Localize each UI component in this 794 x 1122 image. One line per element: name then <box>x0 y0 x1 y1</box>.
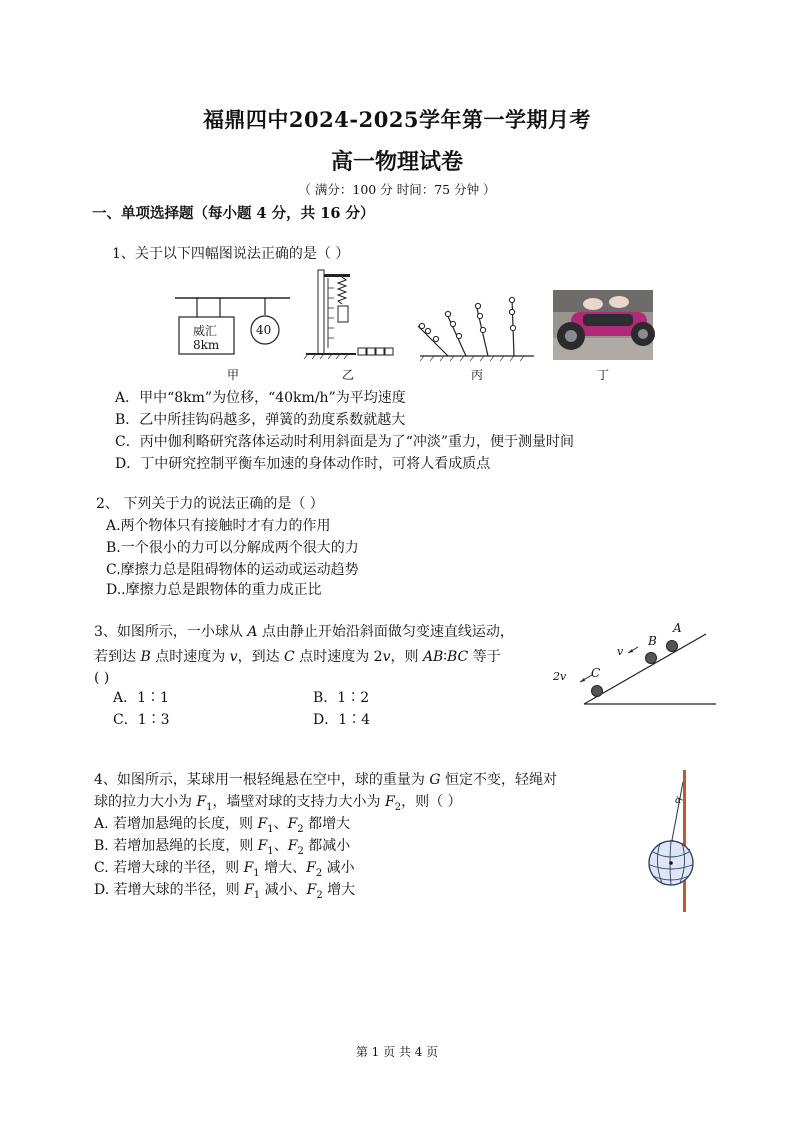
q3-fig-point-c: C <box>591 666 601 680</box>
q4-hanging-ball-figure <box>640 770 700 915</box>
q4-option-a: A. 若增加悬绳的长度，则 $F_1$、$F_2$ 都增大 <box>94 816 351 835</box>
q1-stem: 1、关于以下四幅图说法正确的是（ ） <box>112 246 350 262</box>
q3-incline-figure <box>550 620 720 710</box>
exam-meta: （ 满分：100 分 时间：75 分钟 ） <box>298 182 496 197</box>
q1-figure-bing <box>418 296 538 362</box>
q2-option-a: A.两个物体只有接触时才有力的作用 <box>106 518 331 534</box>
exam-subtitle: 高一物理试卷 <box>330 149 463 175</box>
q3-fig-point-a: A <box>673 621 682 635</box>
q3-option-b: B．1∶2 <box>313 690 370 706</box>
q2-stem: 2、 下列关于力的说法正确的是（ ） <box>96 496 324 512</box>
q3-line2: 若到达 B 点时速度为 v，到达 C 点时速度为 2v，则 AB∶BC 等于 <box>94 649 501 665</box>
q2-option-c: C.摩擦力总是阻碍物体的运动或运动趋势 <box>106 562 359 578</box>
q1-label-jia: 甲 <box>227 368 240 382</box>
q1-figure-ding-photo <box>553 290 653 360</box>
q1-label-bing: 丙 <box>471 368 484 382</box>
q3-option-c: C．1∶3 <box>113 712 170 728</box>
q1-figure-jia <box>170 295 295 360</box>
q1-figure-yi <box>300 268 400 363</box>
q2-option-d: D..摩擦力总是跟物体的重力成正比 <box>106 582 322 598</box>
q4-option-c: C. 若增大球的半径，则 $F_1$ 增大、$F_2$ 减小 <box>94 860 355 879</box>
q4-option-d: D. 若增大球的半径，则 $F_1$ 减小、$F_2$ 增大 <box>94 882 356 901</box>
q3-option-d: D．1∶4 <box>313 712 371 728</box>
q1-label-ding: 丁 <box>597 368 610 382</box>
q1-sign-text-2: 8km <box>193 338 220 352</box>
q4-option-b: B. 若增加悬绳的长度，则 $F_1$、$F_2$ 都减小 <box>94 838 351 857</box>
q1-option-c: C．丙中伽利略研究落体运动时利用斜面是为了“冲淡”重力，便于测量时间 <box>115 434 575 450</box>
q4-line2: 球的拉力大小为 $F_1$，墙壁对球的支持力大小为 $F_2$，则（ ） <box>94 794 462 813</box>
q1-option-b: B．乙中所挂钩码越多，弹簧的劲度系数就越大 <box>115 412 406 428</box>
q1-sign-text-1: 威汇 <box>193 324 218 338</box>
q3-fig-velocity-2v: 2v <box>553 670 567 683</box>
q3-fig-velocity-v: v <box>617 645 624 658</box>
q1-label-yi: 乙 <box>342 368 355 382</box>
q2-option-b: B.一个很小的力可以分解成两个很大的力 <box>106 540 359 556</box>
q3-option-a: A．1∶1 <box>113 690 169 706</box>
q1-option-a: A．甲中“8km”为位移，“40km/h”为平均速度 <box>115 390 406 406</box>
q4-fig-angle-label: α <box>675 796 682 806</box>
section-heading: 一、单项选择题（每小题 4 分，共 16 分） <box>92 205 375 222</box>
q3-fig-point-b: B <box>648 634 657 648</box>
q4-line1: 4、如图所示，某球用一根轻绳悬在空中，球的重量为 G 恒定不变，轻绳对 <box>94 772 557 788</box>
exam-title: 福鼎四中2024-2025学年第一学期月考 <box>202 107 592 132</box>
q3-line3: ( ) <box>94 670 110 686</box>
q1-option-d: D．丁中研究控制平衡车加速的身体动作时，可将人看成质点 <box>115 456 491 472</box>
q1-speed-sign: 40 <box>256 323 272 337</box>
q3-line1: 3、如图所示，一小球从 A 点由静止开始沿斜面做匀变速直线运动， <box>94 624 514 640</box>
page-footer: 第 1 页 共 4 页 <box>355 1045 439 1059</box>
